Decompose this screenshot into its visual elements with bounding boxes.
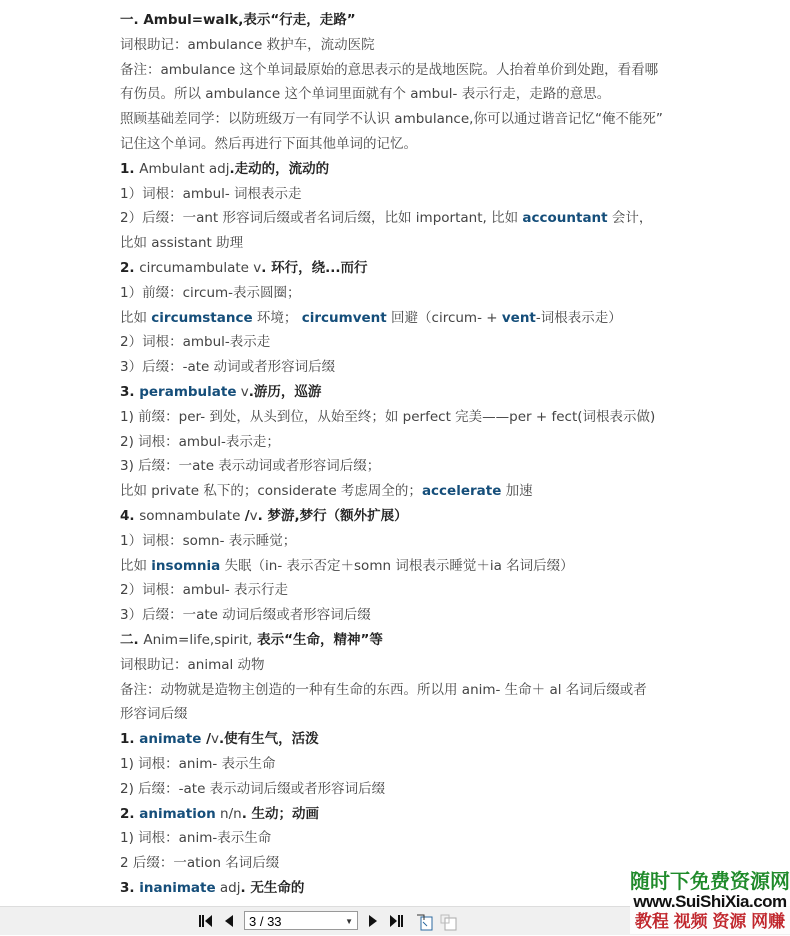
text-line <box>120 578 690 603</box>
body-text: 环境； <box>252 309 302 326</box>
text-line <box>120 33 690 58</box>
heading-text: 3. <box>120 383 140 400</box>
document-page <box>120 8 690 901</box>
heading-text: . 无生命的 <box>240 879 305 896</box>
fit-width-button[interactable] <box>440 913 458 929</box>
text-line <box>120 479 690 504</box>
heading-text: 一. Ambul=walk, <box>120 12 244 28</box>
body-text: 比如 assistant 助理 <box>120 235 244 252</box>
keyword: accountant <box>522 210 608 227</box>
body-text: 比如 <box>120 309 152 326</box>
previous-page-icon <box>222 913 236 929</box>
keyword: animation <box>139 805 216 822</box>
text-line <box>120 529 690 554</box>
text-line <box>120 231 690 256</box>
heading-text: / <box>201 731 212 748</box>
heading-text: 二. <box>120 631 144 648</box>
next-page-button[interactable] <box>366 913 380 929</box>
heading-text: .游历，巡游 <box>248 383 322 400</box>
text-line <box>120 256 690 281</box>
body-text: adj <box>215 879 241 896</box>
text-line <box>120 628 690 653</box>
keyword: circumvent <box>301 309 387 326</box>
text-line <box>120 82 690 107</box>
keyword: circumstance <box>151 309 253 326</box>
body-text: 加速 <box>501 483 533 500</box>
text-line <box>120 777 690 802</box>
watermark-line2: www.SuiShiXia.com <box>633 892 787 911</box>
keyword: perambulate <box>139 383 237 400</box>
text-line <box>120 206 690 231</box>
body-text: somnambulate <box>139 507 245 524</box>
watermark-logo <box>630 872 790 934</box>
body-text: 会计， <box>607 210 653 227</box>
body-text: 回避（circum- + <box>386 309 502 326</box>
body-text: Anim=life,spirit, <box>143 631 253 648</box>
body-text: 2）词根：ambul-表示走 <box>120 334 271 351</box>
heading-text: . 生动；动画 <box>241 805 320 822</box>
text-line <box>120 330 690 355</box>
text-line <box>120 702 690 727</box>
heading-text: 1. <box>120 731 140 748</box>
body-text: 有伤员。所以 ambulance 这个单词里面就有个 ambul- 表示行走，走路的意思。 <box>120 86 611 103</box>
body-text: circumambulate v <box>139 259 262 276</box>
body-text: 备注：动物就是造物主创造的一种有生命的东西。所以用 anim- 生命＋ al 名词后缀或者 <box>120 681 647 698</box>
body-text: v <box>211 731 220 748</box>
fit-width-icon <box>440 913 458 931</box>
next-page-icon <box>366 913 380 929</box>
watermark-line3: 教程 视频 资源 网赚 <box>634 912 786 931</box>
body-text: 比如 <box>120 557 152 574</box>
text-line <box>120 107 690 132</box>
body-text: 3) 后缀：一ate 表示动词或者形容词后缀； <box>120 458 381 475</box>
keyword: accelerate <box>421 483 502 500</box>
heading-text: 2. <box>120 805 140 822</box>
text-line <box>120 752 690 777</box>
body-text: 3）后缀：一ate 动词后缀或者形容词后缀 <box>120 607 371 624</box>
body-text: 2 后缀：一ation 名词后缀 <box>120 855 280 872</box>
body-text: 词根助记：ambulance 救护车，流动医院 <box>120 36 375 53</box>
first-page-button[interactable] <box>198 913 214 929</box>
body-text: 2) 后缀：-ate 表示动词后缀或者形容词后缀 <box>120 780 386 797</box>
text-line <box>120 653 690 678</box>
body-text: 1) 词根：anim- 表示生命 <box>120 755 276 772</box>
body-text: v <box>236 383 249 400</box>
text-line <box>120 281 690 306</box>
page-number-select[interactable] <box>244 911 358 930</box>
text-line <box>120 355 690 380</box>
text-line <box>120 306 690 331</box>
fit-page-icon <box>416 913 434 931</box>
heading-text: . 梦游,梦行（额外扩展） <box>257 507 408 524</box>
text-line <box>120 132 690 157</box>
body-text: 1）前缀：circum-表示圆圈； <box>120 284 301 301</box>
heading-text: 表示“生命，精神”等 <box>252 631 383 648</box>
text-line <box>120 851 690 876</box>
last-page-icon <box>388 913 404 929</box>
first-page-icon <box>198 913 214 929</box>
text-line <box>120 405 690 430</box>
text-line <box>120 603 690 628</box>
heading-text: 表示“行走，走路” <box>243 12 356 28</box>
body-text: Ambulant adj <box>139 160 230 177</box>
heading-text: 4. <box>120 507 140 524</box>
keyword: vent <box>501 309 536 326</box>
body-text: 2) 词根：ambul-表示走； <box>120 433 280 450</box>
body-text: 照顾基础差同学：以防班级万一有同学不认识 ambulance,你可以通过谐音记忆“俺不能死” <box>120 111 663 128</box>
text-line <box>120 504 690 529</box>
body-text: 词根助记：animal 动物 <box>120 656 265 673</box>
text-line <box>120 58 690 83</box>
text-line <box>120 826 690 851</box>
watermark-line1: 随时下免费资源网 <box>630 871 790 893</box>
keyword: inanimate <box>139 879 216 896</box>
last-page-button[interactable] <box>388 913 404 929</box>
text-line <box>120 678 690 703</box>
text-line <box>120 182 690 207</box>
body-text: 3）后缀：-ate 动词或者形容词后缀 <box>120 359 336 376</box>
body-text: 1) 词根：anim-表示生命 <box>120 830 272 847</box>
heading-text: 3. <box>120 879 140 896</box>
body-text: 1）词根：ambul- 词根表示走 <box>120 185 302 202</box>
text-line <box>120 430 690 455</box>
page-indicator: 3 / 33 <box>249 914 282 929</box>
body-text: n/n <box>215 805 242 822</box>
previous-page-button[interactable] <box>222 913 236 929</box>
fit-page-button[interactable] <box>416 913 434 929</box>
body-text: -词根表示走） <box>535 309 622 326</box>
text-line <box>120 380 690 405</box>
text-line <box>120 454 690 479</box>
keyword: animate <box>139 731 202 748</box>
heading-text: / <box>244 507 250 524</box>
body-text: 记住这个单词。然后再进行下面其他单词的记忆。 <box>120 135 417 152</box>
dropdown-arrow-icon: ▼ <box>345 917 353 926</box>
heading-text: 2. <box>120 259 140 276</box>
body-text: 失眠（in- 表示否定＋somn 词根表示睡觉＋ia 名词后缀） <box>220 557 574 574</box>
text-line <box>120 802 690 827</box>
body-text: 比如 private 私下的；considerate 考虑周全的； <box>120 483 422 500</box>
keyword: insomnia <box>151 557 221 574</box>
body-text: 1）词根：somn- 表示睡觉； <box>120 532 297 549</box>
text-line <box>120 157 690 182</box>
body-text: 备注：ambulance 这个单词最原始的意思表示的是战地医院。人抬着单价到处跑，看看哪 <box>120 61 659 78</box>
text-line <box>120 727 690 752</box>
text-line <box>120 554 690 579</box>
heading-text: .走动的，流动的 <box>229 160 330 177</box>
body-text: 形容词后缀 <box>120 706 188 723</box>
text-line <box>120 8 690 33</box>
body-text: 1) 前缀：per- 到处，从头到位，从始至终；如 perfect 完美——per + fect(词根表示做) <box>120 408 656 425</box>
body-text: v <box>249 507 258 524</box>
heading-text: . 环行，绕...而行 <box>261 259 368 276</box>
body-text: 2）词根：ambul- 表示行走 <box>120 582 289 599</box>
text-line <box>120 876 690 901</box>
heading-text: 1. <box>120 160 140 177</box>
heading-text: .使有生气，活泼 <box>219 731 319 748</box>
body-text: 2）后缀：一ant 形容词后缀或者名词后缀，比如 important, 比如 <box>120 210 523 227</box>
